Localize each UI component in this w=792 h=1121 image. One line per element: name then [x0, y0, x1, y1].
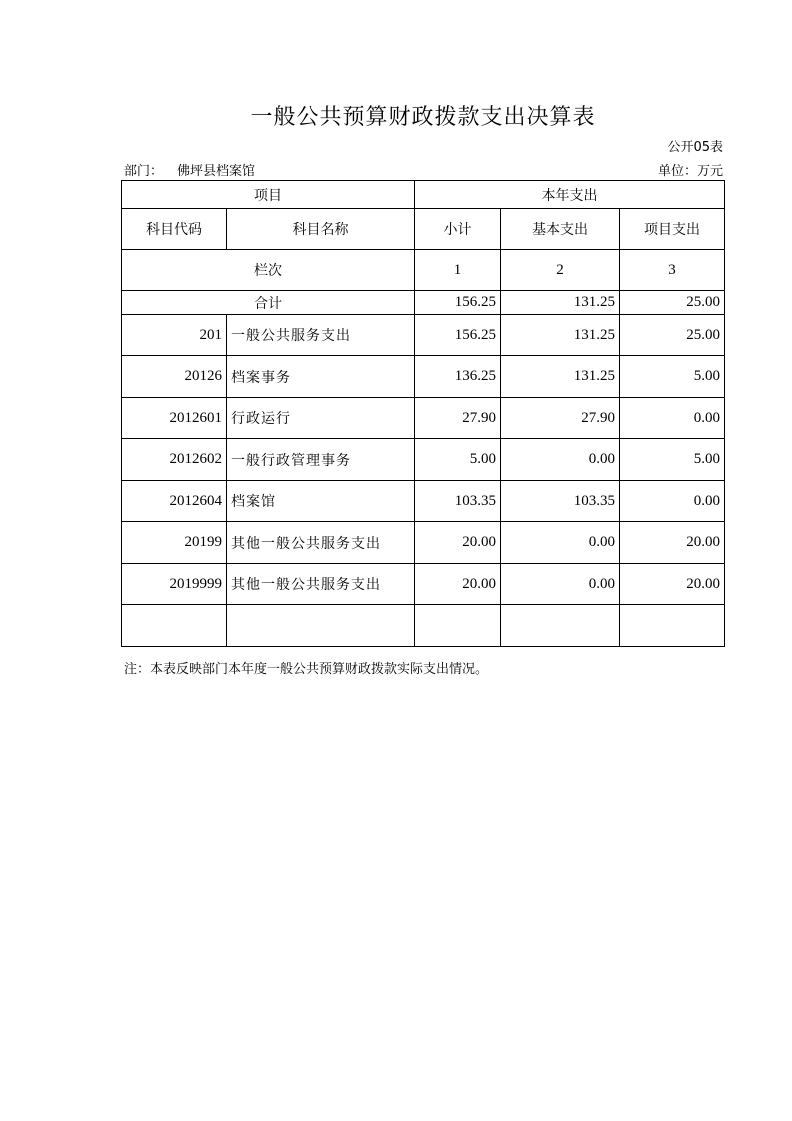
row-project: 0.00 [620, 481, 725, 522]
header-project: 项目 [122, 181, 415, 209]
row-code: 20126 [122, 356, 227, 398]
row-subtotal: 103.35 [415, 481, 501, 522]
row-project: 20.00 [620, 564, 725, 605]
index-row [122, 250, 725, 291]
table-row [122, 315, 725, 356]
table-header-row-1 [122, 181, 725, 209]
row-subtotal: 5.00 [415, 439, 501, 481]
unit-label: 单位：万元 [657, 164, 723, 179]
department-value: 佛坪县档案馆 [177, 164, 256, 179]
row-subtotal: 20.00 [415, 564, 501, 605]
row-name: 一般公共服务支出 [227, 315, 415, 356]
row-basic: 27.90 [501, 398, 620, 439]
empty-cell [415, 605, 501, 647]
expense-table [121, 180, 725, 647]
row-subtotal: 156.25 [415, 315, 501, 356]
row-project: 25.00 [620, 315, 725, 356]
row-code: 2012602 [122, 439, 227, 481]
empty-cell [227, 605, 415, 647]
row-basic: 0.00 [501, 522, 620, 564]
footnote: 注：本表反映部门本年度一般公共预算财政拨款实际支出情况。 [124, 662, 489, 677]
row-project: 20.00 [620, 522, 725, 564]
table-row [122, 356, 725, 398]
department-line [124, 160, 255, 179]
row-name: 一般行政管理事务 [227, 439, 415, 481]
header-basic: 基本支出 [501, 209, 620, 250]
row-code: 2012604 [122, 481, 227, 522]
page-title: 一般公共预算财政拨款支出决算表 [250, 105, 596, 130]
table-row [122, 439, 725, 481]
row-subtotal: 27.90 [415, 398, 501, 439]
index-col-2: 2 [501, 250, 620, 291]
row-code: 20199 [122, 522, 227, 564]
header-subtotal: 小计 [415, 209, 501, 250]
row-project: 0.00 [620, 398, 725, 439]
total-label: 合计 [122, 291, 415, 315]
row-basic: 131.25 [501, 356, 620, 398]
department-label: 部门： [124, 164, 164, 179]
row-code: 2019999 [122, 564, 227, 605]
table-row [122, 564, 725, 605]
row-project: 5.00 [620, 439, 725, 481]
total-row [122, 291, 725, 315]
table-row [122, 522, 725, 564]
empty-cell [122, 605, 227, 647]
index-col-3: 3 [620, 250, 725, 291]
row-code: 2012601 [122, 398, 227, 439]
index-col-1: 1 [415, 250, 501, 291]
total-subtotal: 156.25 [415, 291, 501, 315]
form-number: 公开05表 [667, 140, 723, 155]
header-name: 科目名称 [227, 209, 415, 250]
row-subtotal: 136.25 [415, 356, 501, 398]
table-row [122, 481, 725, 522]
empty-row [122, 605, 725, 647]
table-header-row-2 [122, 209, 725, 250]
table-row [122, 398, 725, 439]
empty-cell [501, 605, 620, 647]
row-name: 档案馆 [227, 481, 415, 522]
row-name: 行政运行 [227, 398, 415, 439]
index-label: 栏次 [122, 250, 415, 291]
header-project-expense: 项目支出 [620, 209, 725, 250]
total-basic: 131.25 [501, 291, 620, 315]
row-basic: 103.35 [501, 481, 620, 522]
row-subtotal: 20.00 [415, 522, 501, 564]
row-name: 其他一般公共服务支出 [227, 564, 415, 605]
row-name: 档案事务 [227, 356, 415, 398]
empty-cell [620, 605, 725, 647]
row-basic: 0.00 [501, 439, 620, 481]
row-code: 201 [122, 315, 227, 356]
total-project: 25.00 [620, 291, 725, 315]
row-basic: 0.00 [501, 564, 620, 605]
header-code: 科目代码 [122, 209, 227, 250]
row-project: 5.00 [620, 356, 725, 398]
row-name: 其他一般公共服务支出 [227, 522, 415, 564]
row-basic: 131.25 [501, 315, 620, 356]
header-current-year-expense: 本年支出 [415, 181, 725, 209]
